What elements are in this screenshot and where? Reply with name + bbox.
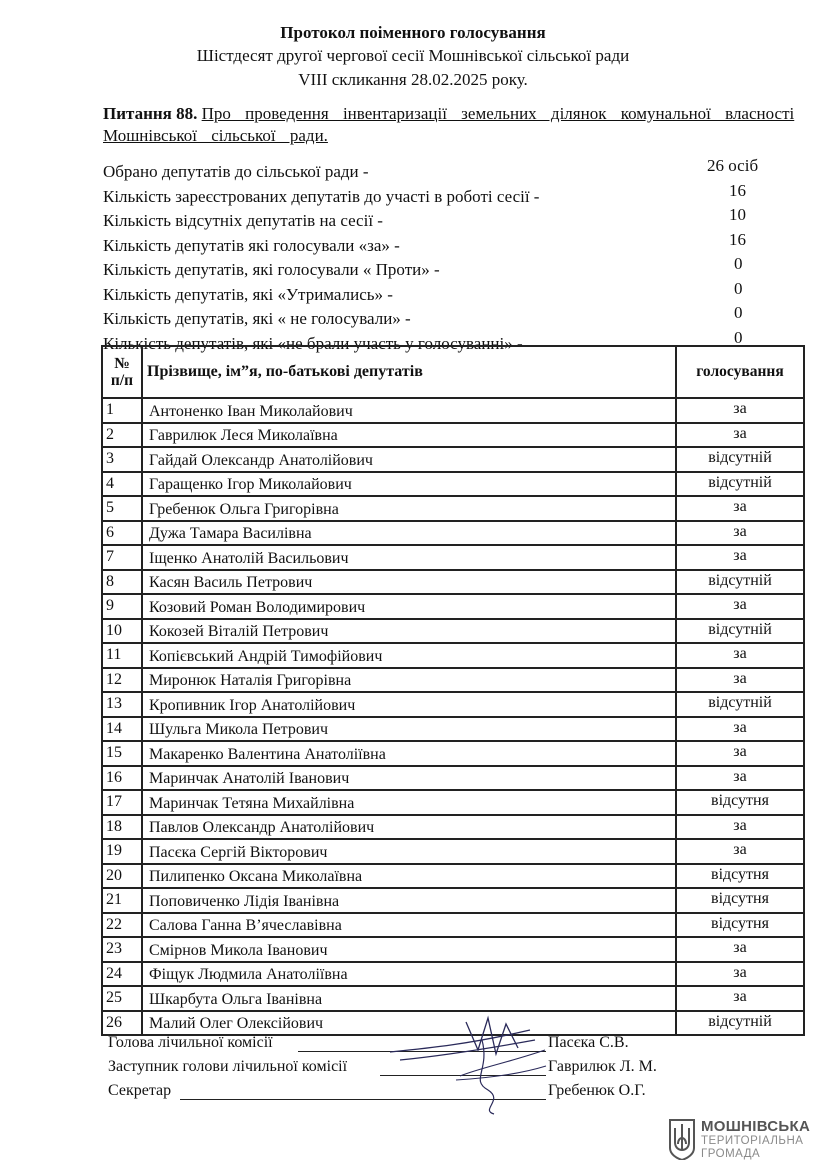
stat-label: Кількість депутатів, які голосували « Проти» -	[103, 260, 440, 279]
stat-value: 0	[734, 303, 743, 322]
table-row: 20 Пилипенко Оксана Миколаївна відсутня	[102, 864, 804, 889]
stat-label: Кількість депутатів, які «Утримались» -	[103, 284, 393, 304]
question-text: Про проведення інвентаризації земельних ділянок комунальної власності Мошнівської сільської ради.	[103, 104, 795, 145]
stat-absent	[103, 205, 793, 234]
table-row: 5 Гребенюк Ольга Григорівна за	[102, 496, 804, 521]
convocation-date-line: VIII скликання 28.02.2025 року.	[298, 70, 528, 89]
stat-value: 26 осіб	[707, 156, 759, 175]
stat-registered	[103, 180, 793, 210]
stat-label: Кількість депутатів, які «не брали участь у голосуванні» -	[103, 333, 523, 353]
header-name: Прізвище, ім”я, по-батькові депутатів	[142, 346, 676, 398]
signature-name: Пасєка С.В.	[548, 1034, 629, 1051]
stat-label: Обрано депутатів до сільської ради -	[103, 162, 369, 181]
table-row: 17 Маринчак Тетяна Михайлівна відсутня	[102, 790, 804, 815]
signature-role: Голова лічильної комісії	[108, 1034, 273, 1051]
agenda-question	[103, 103, 803, 147]
table-row: 9 Козовий Роман Володимирович за	[102, 594, 804, 619]
stat-label: Кількість депутатів які голосували «за» -	[103, 235, 400, 255]
handwritten-signatures	[370, 1010, 570, 1120]
stat-for	[103, 229, 793, 259]
table-row: 11 Копієвський Андрій Тимофійович за	[102, 643, 804, 668]
table-row: 22 Салова Ганна В’ячеславівна відсутня	[102, 913, 804, 938]
table-row: 2 Гаврилюк Леся Миколаївна за	[102, 423, 804, 448]
signature-role: Заступник голови лічильної комісії	[108, 1058, 348, 1075]
stat-value: 0	[734, 254, 743, 273]
table-row: 21 Поповиченко Лідія Іванівна відсутня	[102, 888, 804, 913]
document-title: Протокол поіменного голосування	[280, 23, 546, 42]
table-header-row	[102, 346, 804, 398]
stat-value: 16	[729, 180, 746, 200]
table-row: 12 Миронюк Наталія Григорівна за	[102, 668, 804, 693]
stat-label: Кількість зареєстрованих депутатів до участі в роботі сесії -	[103, 186, 540, 206]
document-header	[0, 22, 826, 92]
table-row: 13 Кропивник Ігор Анатолійович відсутній	[102, 692, 804, 717]
header-vote: голосування	[676, 346, 804, 398]
table-row: 1 Антоненко Іван Миколайович за	[102, 398, 804, 423]
stat-value: 16	[729, 229, 746, 249]
stat-value: 10	[729, 205, 746, 224]
table-row: 19 Пасєка Сергій Вікторович за	[102, 839, 804, 864]
stat-label: Кількість відсутніх депутатів на сесії -	[103, 211, 383, 230]
table-row: 26 Малий Олег Олексійович відсутній	[102, 1011, 804, 1036]
table-row: 24 Фіщук Людмила Анатоліївна за	[102, 962, 804, 987]
table-row: 10 Кокозей Віталій Петрович відсутній	[102, 619, 804, 644]
stat-value: 0	[734, 327, 743, 347]
table-row: 4 Гаращенко Ігор Миколайович відсутній	[102, 472, 804, 497]
signature-name: Гаврилюк Л. М.	[548, 1058, 657, 1075]
question-number: Питання 88.	[103, 104, 198, 123]
table-row: 18 Павлов Олександр Анатолійович за	[102, 815, 804, 840]
stat-abstained	[103, 278, 793, 308]
table-row: 14 Шульга Микола Петрович за	[102, 717, 804, 742]
community-logo	[668, 1118, 818, 1162]
vote-statistics	[103, 156, 793, 356]
table-row: 7 Іщенко Анатолій Васильович за	[102, 545, 804, 570]
signature-role: Секретар	[108, 1082, 172, 1099]
stat-elected	[103, 156, 793, 185]
table-row: 23 Смірнов Микола Іванович за	[102, 937, 804, 962]
stat-against	[103, 254, 793, 283]
roll-call-table	[101, 345, 805, 1036]
trident-icon	[668, 1118, 696, 1160]
session-line: Шістдесят другої чергової сесії Мошнівської сільської ради	[196, 46, 630, 65]
table-row: 25 Шкарбута Ольга Іванівна за	[102, 986, 804, 1011]
stat-value: 0	[734, 278, 743, 298]
table-row: 15 Макаренко Валентина Анатоліївна за	[102, 741, 804, 766]
logo-line-2: ТЕРИТОРІАЛЬНА	[701, 1135, 804, 1147]
stat-label: Кількість депутатів, які « не голосували» -	[103, 309, 411, 328]
table-row: 3 Гайдай Олександр Анатолійович відсутній	[102, 447, 804, 472]
table-row: 6 Дужа Тамара Василівна за	[102, 521, 804, 546]
stat-not-voted	[103, 303, 793, 332]
signature-name: Гребенюк О.Г.	[548, 1082, 646, 1099]
logo-line-1: МОШНІВСЬКА	[701, 1118, 811, 1135]
logo-line-3: ГРОМАДА	[701, 1148, 761, 1160]
table-row: 16 Маринчак Анатолій Іванович за	[102, 766, 804, 791]
table-row: 8 Касян Василь Петрович відсутній	[102, 570, 804, 595]
header-number: № п/п	[102, 346, 142, 398]
